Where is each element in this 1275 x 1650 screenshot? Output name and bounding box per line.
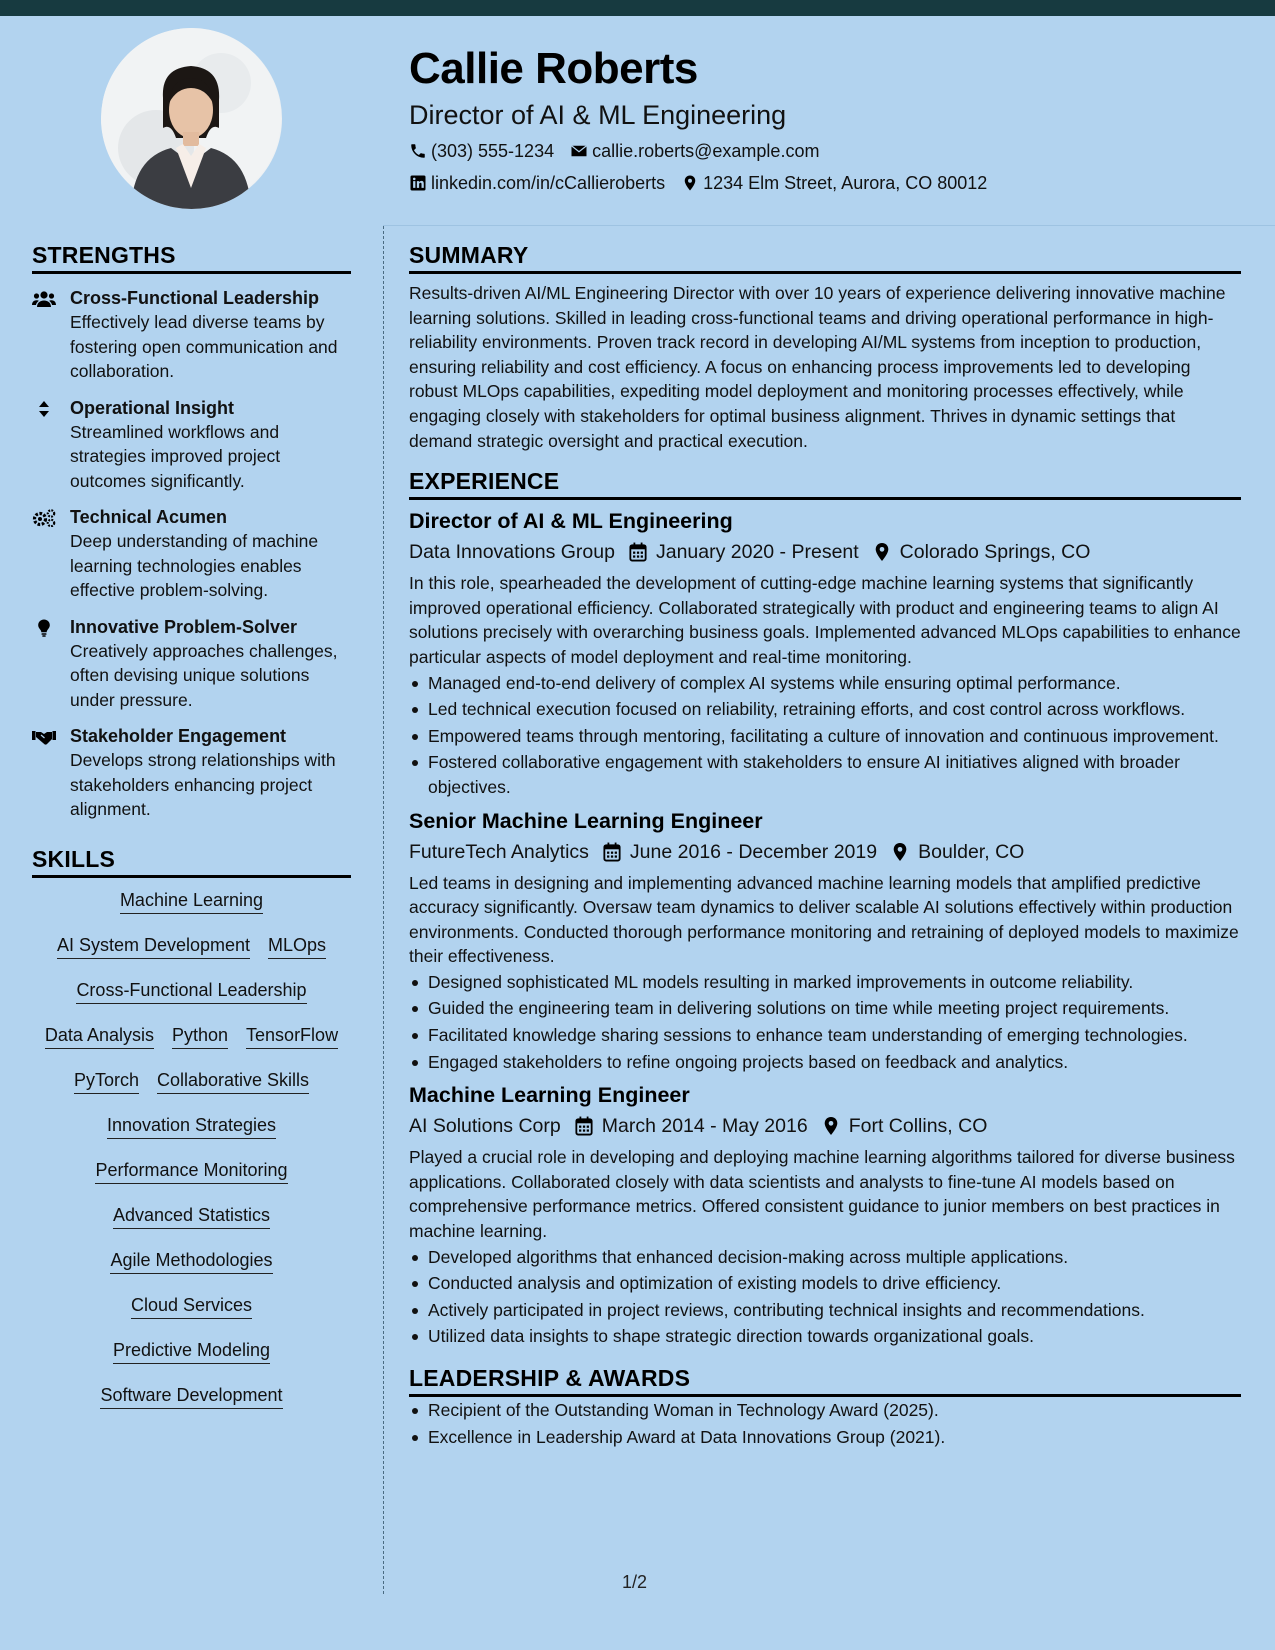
candidate-role: Director of AI & ML Engineering — [409, 100, 787, 130]
job-bullet: Guided the engineering team in delivering solutions on time while meeting project requirements. — [409, 996, 1241, 1021]
calendar-icon — [575, 1116, 593, 1136]
job-description: Led teams in designing and implementing advanced machine learning models that amplified predictive accuracy significantly. Oversaw team dynamics to deliver scalable AI solutions effectively within production environments. Conducted thorough performance monitoring and retraining of deployed models to maximize their effectiveness. — [409, 872, 1239, 967]
job-bullet: Utilized data insights to shape strategic direction towards organizational goals. — [409, 1324, 1241, 1349]
skill-row — [32, 1293, 351, 1338]
job-title: Machine Learning Engineer — [409, 1083, 690, 1108]
skill-row — [32, 1068, 351, 1113]
job-bullet: Developed algorithms that enhanced decision-making across multiple applications. — [409, 1245, 1241, 1270]
page-number: 1/2 — [622, 1572, 648, 1592]
job-entry — [409, 806, 1241, 1075]
strength-title: Technical Acumen — [70, 507, 228, 527]
linkedin-icon — [409, 174, 427, 192]
strength-title: Stakeholder Engagement — [70, 726, 287, 746]
strength-title: Operational Insight — [70, 397, 235, 418]
strength-item — [32, 724, 351, 822]
skill-tag: Software Development — [100, 1383, 282, 1409]
skill-row — [32, 933, 351, 978]
strength-title: Cross-Functional Leadership — [70, 288, 320, 308]
skill-row — [32, 1338, 351, 1383]
job-company: Data Innovations Group — [409, 541, 615, 564]
job-dates: June 2016 - December 2019 — [629, 840, 878, 863]
calendar-icon — [629, 542, 647, 562]
strength-item — [32, 396, 351, 494]
skill-tag: Python — [172, 1023, 228, 1049]
skill-tag: Cross-Functional Leadership — [76, 978, 306, 1004]
skill-row — [32, 1248, 351, 1293]
job-bullet: Facilitated knowledge sharing sessions to enhance team understanding of emerging technologies. — [409, 1023, 1241, 1048]
job-dates: January 2020 - Present — [655, 541, 859, 564]
strength-desc: Streamlined workflows and strategies improved project outcomes significantly. — [70, 421, 281, 491]
summary-text: Results-driven AI/ML Engineering Director with over 10 years of experience delivering innovative machine learning solutions. Skilled in leading cross-functional teams and driving operational performance in high-reliability environments. Proven track record in developing AI/ML systems from inception to production, ensuring reliability and cost efficiency. A focus on enhancing process improvements led to developing robust MLOps capabilities, expediting model deployment and monitoring processes effectively, while engaging closely with stakeholders for optimal business alignment. Thrives in dynamic settings that demand strategic oversight and practical execution. — [409, 283, 1226, 451]
map-pin-icon — [891, 842, 909, 862]
linkedin-text: linkedin.com/in/cCallieroberts — [431, 173, 666, 193]
job-bullet: Designed sophisticated ML models resulting in marked improvements in outcome reliability. — [409, 970, 1241, 995]
skill-row — [32, 888, 351, 933]
users-icon — [32, 290, 56, 308]
handshake-icon — [32, 728, 56, 746]
job-entry — [409, 506, 1241, 799]
gears-icon — [32, 509, 56, 527]
job-bullet: Engaged stakeholders to refine ongoing projects based on feedback and analytics. — [409, 1050, 1241, 1075]
job-bullet: Conducted analysis and optimization of existing models to drive efficiency. — [409, 1271, 1241, 1296]
column-divider — [383, 226, 384, 1594]
skill-tag: AI System Development — [57, 933, 250, 959]
strength-item — [32, 615, 351, 713]
linkedin-contact[interactable] — [409, 171, 665, 195]
address-text: 1234 Elm Street, Aurora, CO 80012 — [703, 173, 988, 193]
job-bullet: Empowered teams through mentoring, facilitating a culture of innovation and continuous improvement. — [409, 724, 1241, 749]
phone-text: (303) 555-1234 — [431, 141, 555, 161]
strength-desc: Develops strong relationships with stakeholders enhancing project alignment. — [70, 750, 336, 819]
skill-tag: PyTorch — [74, 1068, 139, 1094]
job-bullet: Led technical execution focused on reliability, retraining efforts, and cost control across workflows. — [409, 697, 1241, 722]
skill-tag: Innovation Strategies — [107, 1113, 276, 1139]
phone-icon — [409, 142, 427, 160]
job-title: Director of AI & ML Engineering — [409, 509, 733, 534]
email-contact[interactable] — [570, 139, 819, 163]
job-meta — [409, 538, 1241, 566]
strengths-heading: STRENGTHS — [32, 240, 351, 274]
skill-tag: TensorFlow — [246, 1023, 338, 1049]
skill-row — [32, 978, 351, 1023]
skill-row — [32, 1113, 351, 1158]
email-text: callie.roberts@example.com — [592, 141, 820, 161]
sort-icon — [32, 400, 56, 418]
experience-list — [409, 506, 1241, 1349]
map-pin-icon — [822, 1116, 840, 1136]
contact-row-1 — [409, 139, 1249, 163]
job-company: FutureTech Analytics — [409, 840, 589, 863]
strength-item — [32, 505, 351, 603]
skill-tag: Predictive Modeling — [113, 1338, 270, 1364]
job-bullet: Fostered collaborative engagement with stakeholders to ensure AI initiatives aligned with broader objectives. — [409, 750, 1241, 799]
job-title: Senior Machine Learning Engineer — [409, 808, 763, 833]
skill-tag: Advanced Statistics — [113, 1203, 270, 1229]
resume-header — [409, 42, 1249, 195]
job-bullet: Actively participated in project reviews, contributing technical insights and recommendations. — [409, 1298, 1241, 1323]
skill-row — [32, 1023, 351, 1068]
job-company: AI Solutions Corp — [409, 1115, 561, 1138]
skill-row — [32, 1203, 351, 1248]
lightbulb-icon — [32, 619, 56, 637]
skills-list — [32, 888, 351, 1428]
job-location: Colorado Springs, CO — [899, 541, 1091, 564]
skill-tag: MLOps — [268, 933, 326, 959]
strength-desc: Deep understanding of machine learning technologies enables effective problem-solving. — [70, 531, 319, 600]
awards-heading: LEADERSHIP & AWARDS — [409, 1363, 1241, 1397]
job-location: Fort Collins, CO — [848, 1115, 988, 1138]
top-accent-bar — [0, 0, 1275, 16]
strength-desc: Effectively lead diverse teams by fostering open communication and collaboration. — [70, 312, 338, 381]
job-meta — [409, 1112, 1241, 1140]
strength-desc: Creatively approaches challenges, often devising unique solutions under pressure. — [70, 640, 338, 710]
summary-heading: SUMMARY — [409, 240, 1241, 274]
award-item: Recipient of the Outstanding Woman in Technology Award (2025). — [409, 1398, 1241, 1423]
contact-row-2 — [409, 171, 1249, 195]
phone-contact — [409, 139, 554, 163]
job-bullets — [409, 970, 1241, 1074]
right-column — [409, 240, 1241, 1451]
skill-row — [32, 1158, 351, 1203]
job-bullets — [409, 671, 1241, 800]
job-entry — [409, 1080, 1241, 1349]
skill-tag: Performance Monitoring — [95, 1158, 287, 1184]
envelope-icon — [570, 142, 588, 160]
skill-tag: Data Analysis — [45, 1023, 154, 1049]
experience-heading: EXPERIENCE — [409, 466, 1241, 500]
job-meta — [409, 838, 1241, 866]
left-column — [32, 240, 351, 1428]
skill-tag: Machine Learning — [120, 888, 263, 914]
awards-list — [409, 1398, 1241, 1449]
strength-item — [32, 286, 351, 384]
skills-heading: SKILLS — [32, 844, 351, 878]
strength-title: Innovative Problem-Solver — [70, 616, 298, 637]
calendar-icon — [603, 842, 621, 862]
address-contact — [681, 171, 987, 195]
award-item: Excellence in Leadership Award at Data Innovations Group (2021). — [409, 1425, 1241, 1450]
job-bullet: Managed end-to-end delivery of complex AI systems while ensuring optimal performance. — [409, 671, 1241, 696]
job-description: In this role, spearheaded the development of cutting-edge machine learning systems that significantly improved operational efficiency. Collaborated strategically with product and engineering teams to align AI solutions precisely with overarching business goals. Implemented advanced MLOps capabilities to enhance particular aspects of model deployment and real-time monitoring. — [409, 573, 1241, 667]
job-bullets — [409, 1245, 1241, 1349]
map-pin-icon — [873, 542, 891, 562]
header-separator — [383, 225, 1275, 226]
job-description: Played a crucial role in developing and deploying machine learning algorithms tailored for diverse business applications. Collaborated closely with data scientists and analysts to fine-tune AI models based on comprehensive performance metrics. Offered consistent guidance to junior members on best practices in machine learning. — [409, 1147, 1235, 1242]
job-location: Boulder, CO — [918, 840, 1025, 863]
job-dates: March 2014 - May 2016 — [601, 1115, 808, 1138]
skill-tag: Cloud Services — [131, 1293, 252, 1319]
profile-photo — [101, 28, 282, 209]
map-pin-icon — [681, 174, 699, 192]
skill-row — [32, 1383, 351, 1428]
skill-tag: Agile Methodologies — [110, 1248, 272, 1274]
candidate-name: Callie Roberts — [409, 44, 698, 93]
skill-tag: Collaborative Skills — [157, 1068, 309, 1094]
